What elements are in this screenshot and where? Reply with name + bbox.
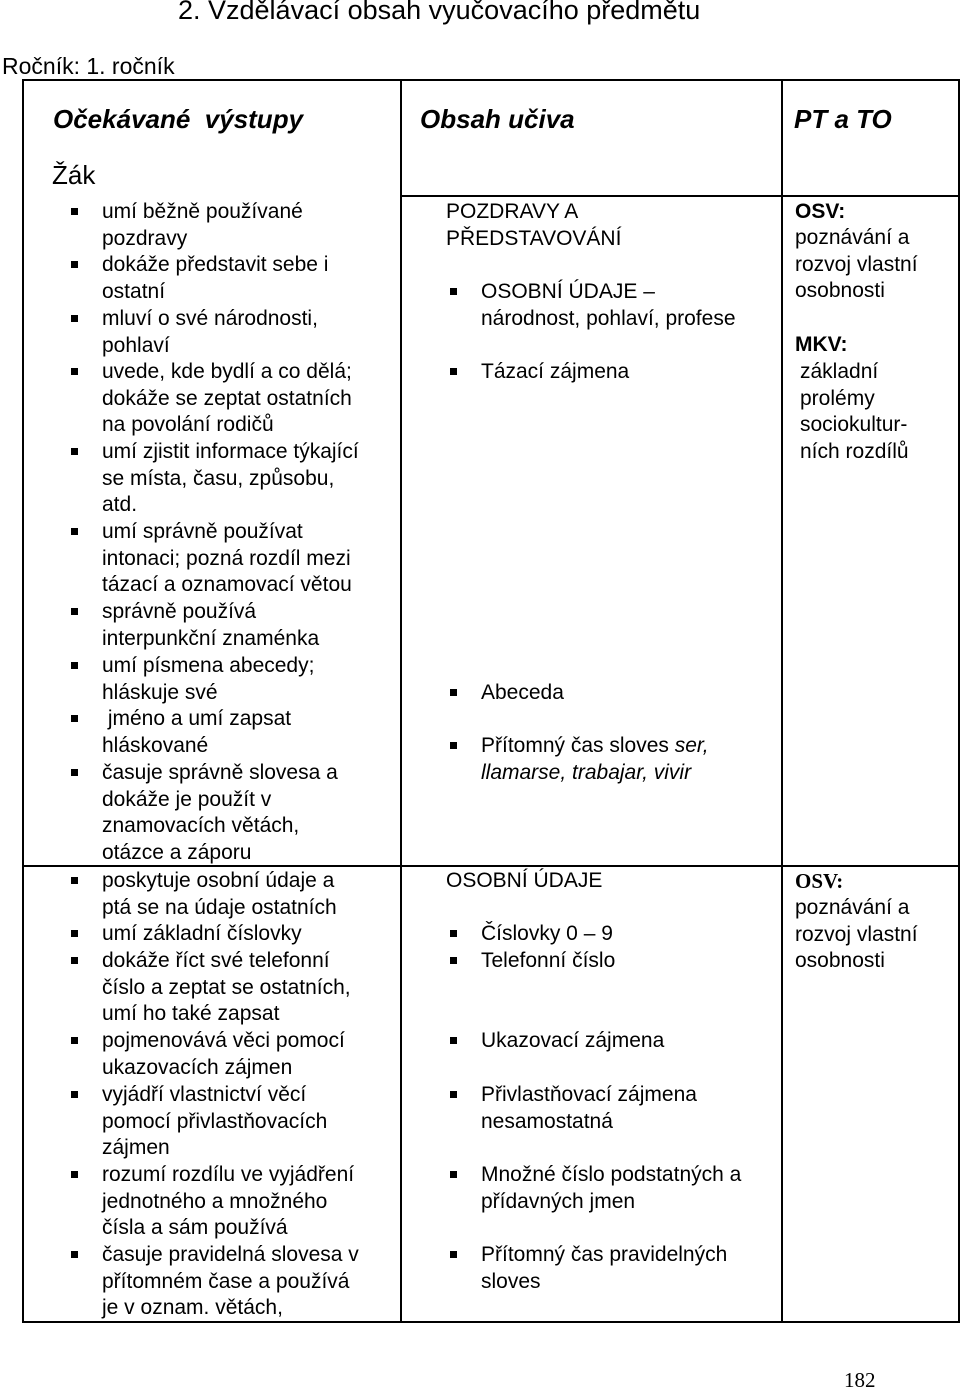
output-item: pojmenovává věci pomocí ukazovacích zájmen <box>102 1028 345 1081</box>
osv-text-2: poznávání a rozvoj vlastní osobnosti <box>795 896 918 973</box>
output-item: časuje pravidelná slovesa v přítomném čase a používá je v oznam. větách, <box>102 1242 359 1322</box>
content-item: Množné číslo podstatných a přídavných jmen <box>481 1162 741 1215</box>
output-item: uvede, kde bydlí a co dělá; dokáže se zeptat ostatních na povolání rodičů <box>102 359 352 439</box>
content-item: Tázací zájmena <box>481 359 629 386</box>
content-item: OSOBNÍ ÚDAJE – národnost, pohlaví, profese <box>481 279 736 332</box>
output-item: umí zjistit informace týkající se místa, času, způsobu, atd. <box>102 439 359 519</box>
content-item: Telefonní číslo <box>481 948 615 975</box>
output-item: umí běžně používané pozdravy <box>102 199 303 252</box>
header-outputs: Očekávané výstupy <box>53 104 304 134</box>
mkv-text: základní prolémy sociokultur- ních rozdílů <box>800 360 909 464</box>
content-heading-pozdravy: POZDRAVY A PŘEDSTAVOVÁNÍ <box>446 200 622 250</box>
output-item: rozumí rozdílu ve vyjádření jednotného a množného čísla a sám používá <box>102 1162 354 1242</box>
output-item: umí správně používat intonaci; pozná rozdíl mezi tázací a oznamovací větou <box>102 519 352 599</box>
header-pt-to: PT a TO <box>794 104 892 134</box>
content-item: Přítomný čas sloves ser, llamarse, trabajar, vivir <box>481 733 709 786</box>
output-item: dokáže představit sebe i ostatní <box>102 252 328 305</box>
mkv-label: MKV: <box>795 333 848 356</box>
output-item: poskytuje osobní údaje a ptá se na údaje ostatních <box>102 868 337 921</box>
content-heading-osobni-udaje: OSOBNÍ ÚDAJE <box>446 869 603 892</box>
output-item: umí písmena abecedy; hláskuje své <box>102 653 314 706</box>
output-item: správně používá interpunkční znaménka <box>102 599 319 652</box>
output-item: časuje správně slovesa a dokáže je použít v znamovacích větách, otázce a záporu <box>102 760 338 867</box>
output-item: umí základní číslovky <box>102 921 302 948</box>
page-title: 2. Vzdělávací obsah vyučovacího předmětu <box>178 0 701 25</box>
content-item: Abeceda <box>481 680 564 707</box>
content-item: Přítomný čas pravidelných sloves <box>481 1242 727 1295</box>
output-item: dokáže říct své telefonní číslo a zeptat se ostatních, umí ho také zapsat <box>102 948 351 1028</box>
content-item: Ukazovací zájmena <box>481 1028 664 1055</box>
grade-label: Ročník: 1. ročník <box>2 53 175 79</box>
header-content: Obsah učiva <box>420 104 575 134</box>
page-number: 182 <box>844 1368 876 1392</box>
osv-label: OSV: <box>795 200 846 223</box>
output-item: mluví o své národnosti, pohlaví <box>102 306 318 359</box>
content-item: Číslovky 0 – 9 <box>481 921 613 948</box>
content-item: Přivlastňovací zájmena nesamostatná <box>481 1082 697 1135</box>
osv-label-2: OSV: <box>795 869 844 893</box>
student-label: Žák <box>52 160 96 190</box>
output-item: jméno a umí zapsat hláskované <box>102 706 291 759</box>
output-item: vyjádří vlastnictví věcí pomocí přivlastňovacích zájmen <box>102 1082 327 1162</box>
osv-text: poznávání a rozvoj vlastní osobnosti <box>795 226 918 303</box>
